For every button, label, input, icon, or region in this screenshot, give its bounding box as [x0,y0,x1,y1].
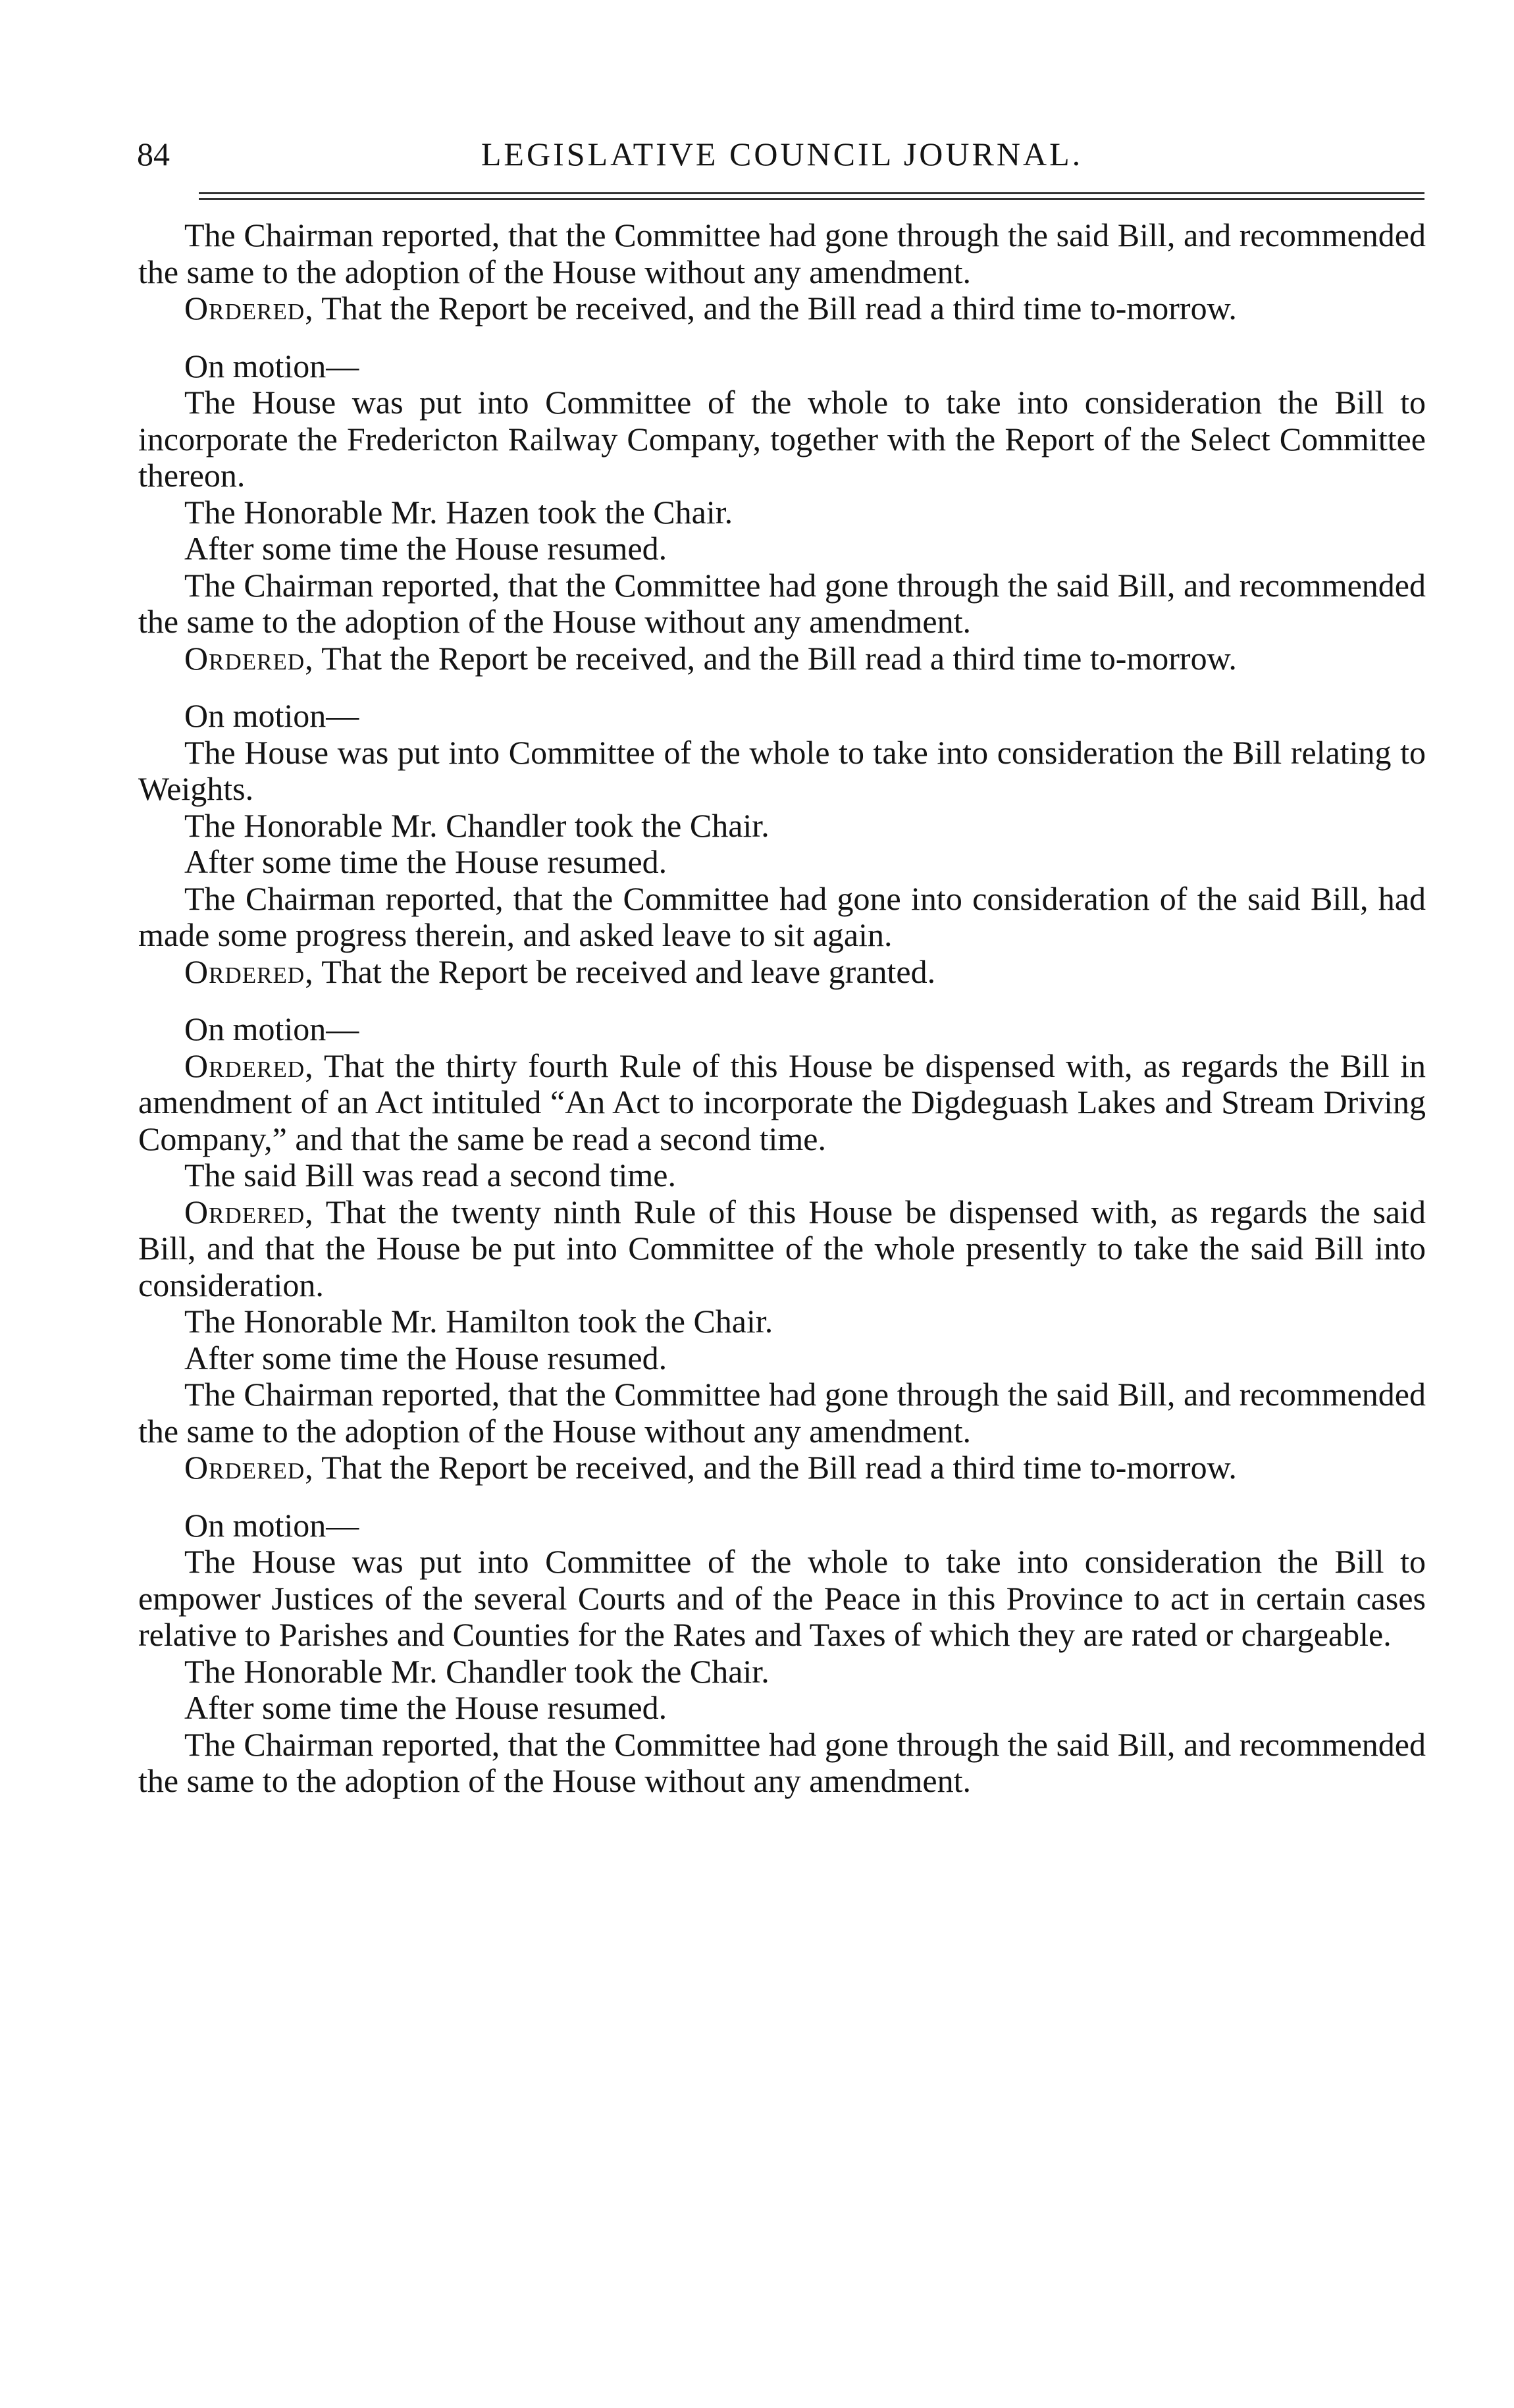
paragraph: The said Bill was read a second time. [184,1157,676,1193]
paragraph: The Chairman reported, that the Committee had gone through the said Bill, and recommended the same to the adoption of the House without any amendment. [138,566,1426,640]
paragraph: The Honorable Mr. Hamilton took the Chair. [184,1303,773,1340]
page-header [137,129,1427,188]
paragraph: The Chairman reported, that the Committee had gone into consideration of the said Bill, had made some progress therein, and asked leave to sit again. [138,879,1426,953]
paragraph: After some time the House resumed. [184,843,667,880]
paragraph: On motion— [184,697,359,734]
page-number: 84 [137,136,170,172]
paragraph: After some time the House resumed. [184,1689,667,1726]
paragraph: The Honorable Mr. Hazen took the Chair. [184,493,733,531]
header-rule [199,192,1424,200]
paragraph: The Honorable Mr. Chandler took the Chair. [184,806,770,844]
paragraph: The House was put into Committee of the whole to take into consideration the Bill relating to Weights. [138,733,1426,807]
paragraph: Ordered, That the Report be received, and the Bill read a third time to-morrow. [184,1449,1237,1486]
paragraph: The Chairman reported, that the Committee had gone through the said Bill, and recommended the same to the adoption of the House without any amendment. [138,1725,1426,1799]
paragraph: Ordered, That the twenty ninth Rule of this House be dispensed with, as regards the said Bill, and that the House be put into Committee of the whole presently to take the said Bill into consideration. [138,1193,1426,1303]
paragraph: After some time the House resumed. [184,530,667,567]
paragraph: The Chairman reported, that the Committee had gone through the said Bill, and recommended the same to the adoption of the House without any amendment. [138,1376,1426,1450]
paragraph: On motion— [184,1506,359,1544]
paragraph: Ordered, That the thirty fourth Rule of this House be dispensed with, as regards the Bill in amendment of an Act intituled “An Act to incorporate the Digdeguash Lakes and Stream Driving Company,” and that the same be read a second time. [138,1047,1426,1157]
paragraph: On motion— [184,347,359,384]
journal-body [138,217,1426,1800]
paragraph: The Honorable Mr. Chandler took the Chair. [184,1652,770,1690]
paragraph: Ordered, That the Report be received and leave granted. [184,953,936,990]
paragraph: The House was put into Committee of the whole to take into consideration the Bill to empower Justices of the several Courts and of the Peace in this Province to act in certain cases relative to Parishes and Counties for the Rates and Taxes of which they are rated or chargeable. [138,1543,1426,1653]
paragraph: The Chairman reported, that the Committee had gone through the said Bill, and recommended the same to the adoption of the House without any amendment. [138,217,1426,290]
paragraph: Ordered, That the Report be received, and the Bill read a third time to-morrow. [184,639,1237,677]
paragraph: The House was put into Committee of the whole to take into consideration the Bill to incorporate the Fredericton Railway Company, together with the Report of the Select Committee thereon. [138,384,1426,494]
paragraph: Ordered, That the Report be received, and the Bill read a third time to-morrow. [184,290,1237,327]
paragraph: After some time the House resumed. [184,1339,667,1376]
paragraph: On motion— [184,1010,359,1047]
running-title: LEGISLATIVE COUNCIL JOURNAL. [481,136,1083,172]
